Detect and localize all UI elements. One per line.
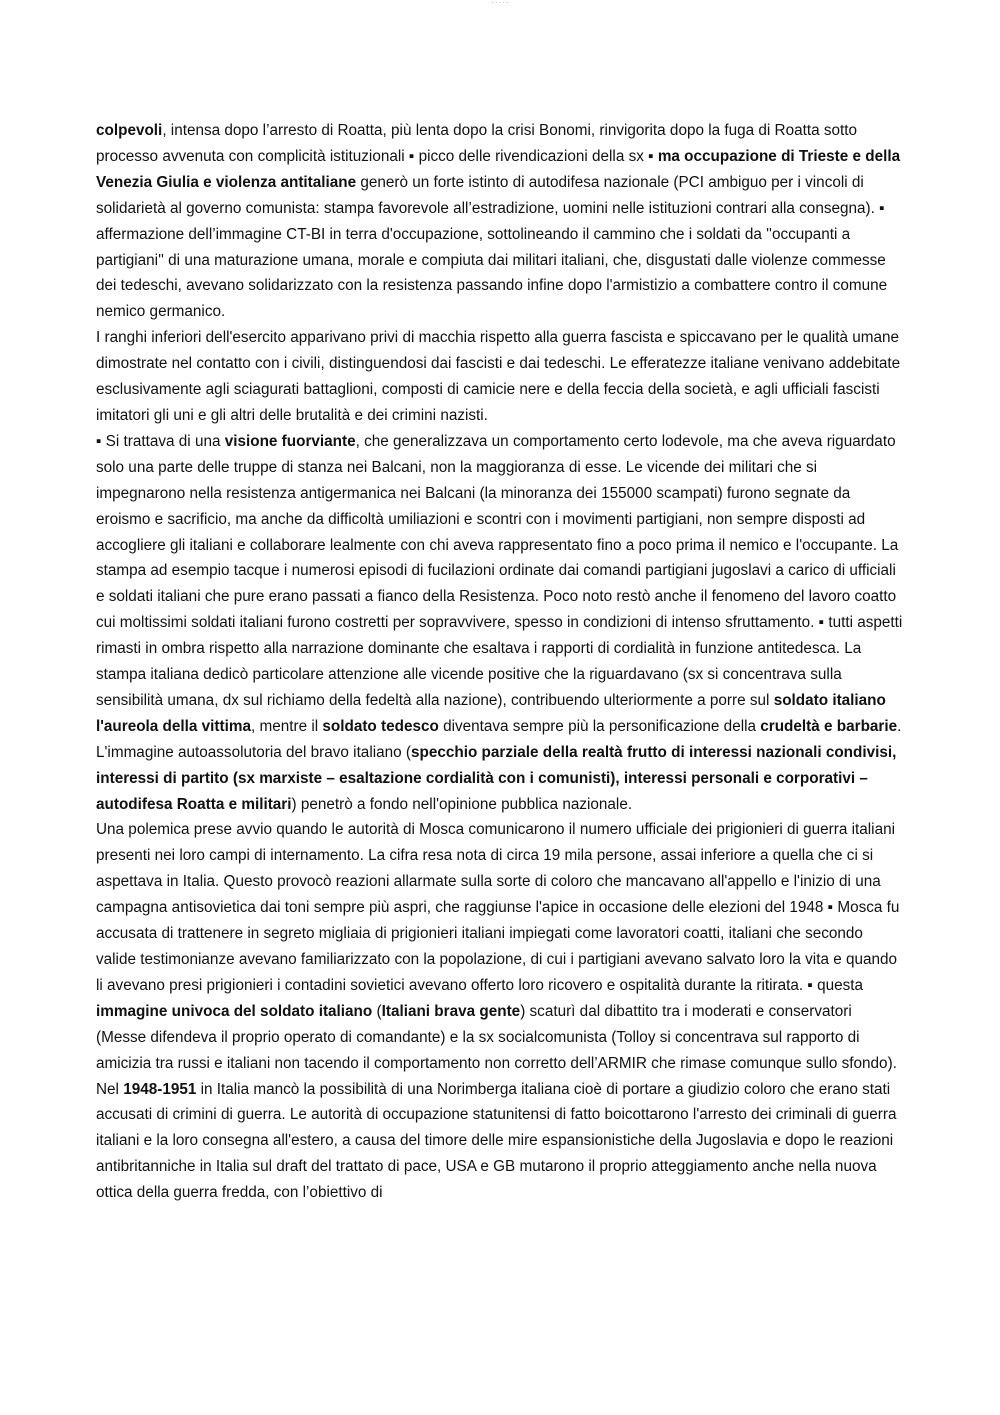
paragraph	[96, 817, 906, 1076]
paragraph	[96, 429, 906, 740]
bold-text-run: immagine univoca del soldato italiano	[96, 1002, 373, 1020]
bold-text-run: soldato italiano l'aureola della vittima	[96, 691, 886, 735]
bold-text-run: Italiani brava gente	[381, 1002, 521, 1020]
bold-text-run: specchio parziale della realtà frutto di interessi nazionali condivisi, interessi di partito (sx marxiste – esaltazione cordialità con i comunisti), interessi personali e corporativi – autodifesa Roatta e militari	[96, 743, 897, 813]
bold-text-run: colpevoli	[96, 122, 163, 139]
text-run: ▪ Si trattava di una	[96, 432, 225, 450]
bold-text-run: 1948-1951	[123, 1080, 197, 1098]
paragraph	[96, 740, 906, 818]
bold-text-run: visione fuorviante	[224, 432, 356, 450]
text-run: Nel	[96, 1080, 124, 1098]
text-run: generò un forte istinto di autodifesa nazionale (PCI ambiguo per i vincoli di solidarietà al governo comunista: stampa favorevole all’estradizione, uomini nelle istituzioni contrari alla consegna). ▪ affermazione dell’immagine CT-BI in terra d'occupazione, sottolineando il cammino che i soldati da ''occupanti a partigiani'' di una maturazione umana, morale e compiuta dai militari italiani, che, disgustati dalle violenze commesse dei tedeschi, avevano solidarizzato con la resistenza passando infine dopo l'armistizio a combattere contro il comune nemico germanico.	[96, 173, 888, 321]
text-run: I ranghi inferiori dell'esercito apparivano privi di macchia rispetto alla guerra fascista e spiccavano per le qualità umane dimostrate nel contatto con i civili, distinguendosi dai fascisti e dai tedeschi. Le efferatezze italiane venivano addebitate esclusivamente agli sciagurati battaglioni, composti di camicie nere e della feccia della società, e agli ufficiali fascisti imitatori gli uni e gli altri delle brutalità e dei crimini nazisti.	[96, 329, 901, 424]
paragraph	[96, 325, 906, 429]
paragraph	[96, 118, 906, 325]
text-run: .	[897, 717, 902, 735]
text-run: (	[372, 1002, 382, 1020]
document-body	[96, 118, 906, 1206]
text-run: , intensa dopo l’arresto di Roatta, più lenta dopo la crisi Bonomi, rinvigorita dopo la fuga di Roatta sotto processo avvenuta con complicità istituzionali ▪ picco delle rivendicazioni della sx ▪	[96, 122, 858, 165]
paragraph	[96, 1077, 906, 1207]
text-run: ) scaturì dal dibattito tra i moderati e conservatori (Messe difendeva il proprio operato di comandante) e la sx socialcomunista (Tolloy si concentrava sul rapporto di amicizia tra russi e italiani non tacendo il comportamento non corretto dell’ARMIR che rimase comunque sullo sfondo).	[96, 1002, 897, 1072]
text-run: in Italia mancò la possibilità di una Norimberga italiana cioè di portare a giudizio coloro che erano stati accusati di crimini di guerra. Le autorità di occupazione statunitensi di fatto boicottarono l'arresto dei criminali di guerra italiani e la loro consegna all'estero, a causa del timore delle mire espansionistiche della Jugoslavia e dopo le reazioni antibritanniche in Italia sul draft del trattato di pace, USA e GB mutarono il proprio atteggiamento anche nella nuova ottica della guerra fredda, con l’obiettivo di	[96, 1080, 897, 1202]
text-run: Una polemica prese avvio quando le autorità di Mosca comunicarono il numero ufficiale dei prigionieri di guerra italiani presenti nei loro campi di internamento. La cifra resa nota di circa 19 mila persone, assai inferiore a quella che ci si aspettava in Italia. Questo provocò reazioni allarmate sulla sorte di coloro che mancavano all'appello e l'inizio di una campagna antisovietica dai toni sempre più aspri, che raggiunse l'apice in occasione delle elezioni del 1948 ▪ Mosca fu accusata di trattenere in segreto migliaia di prigionieri italiani impiegati come lavoratori coatti, italiani che secondo valide testimonianze avevano familiarizzato con la popolazione, di cui i partigiani avevano salvato loro la vita e quando li avevano presi prigionieri i contadini sovietici avevano offerto loro ricovero e ospitalità durante la ritirata. ▪ questa	[96, 821, 900, 994]
text-run: , mentre il	[250, 717, 323, 735]
text-run: , che generalizzava un comportamento certo lodevole, ma che aveva riguardato solo una parte delle truppe di stanza nei Balcani, non la maggioranza di esse. Le vicende dei militari che si impegnarono nella resistenza antigermanica nei Balcani (la minoranza dei 155000 scampati) furono segnate da eroismo e sacrificio, ma anche da difficoltà umiliazioni e scontri con i movimenti partigiani, non sempre disposti ad accogliere gli italiani e collaborare lealmente con chi aveva rappresentato fino a poco prima il nemico e l'occupante. La stampa ad esempio tacque i numerosi episodi di fucilazioni ordinate dai comandi partigiani jugoslavi a carico di ufficiali e soldati italiani che pure erano passati a fianco della Resistenza. Poco noto restò anche il fenomeno del lavoro coatto cui moltissimi soldati italiani furono costretti per sopravvivere, spesso in condizioni di intenso sfruttamento. ▪ tutti aspetti rimasti in ombra rispetto alla narrazione dominante che esaltava i rapporti di cordialità in funzione antitedesca. La stampa italiana dedicò particolare attenzione alle vicende positive che la riguardavano (sx si concentrava sulla sensibilità umana, dx sul richiamo della fedeltà alla nazione), contribuendo ulteriormente a porre sul	[96, 432, 903, 709]
bold-text-run: ma occupazione di Trieste e della Venezia Giulia e violenza antitaliane	[96, 147, 901, 191]
page-header-mark: • • • • •	[491, 0, 509, 5]
bold-text-run: soldato tedesco	[322, 717, 439, 735]
text-run: ) penetrò a fondo nell'opinione pubblica nazionale.	[291, 795, 633, 813]
bold-text-run: crudeltà e barbarie	[760, 717, 898, 735]
text-run: diventava sempre più la personificazione della	[438, 717, 761, 735]
text-run: L'immagine autoassolutoria del bravo italiano (	[96, 743, 411, 761]
